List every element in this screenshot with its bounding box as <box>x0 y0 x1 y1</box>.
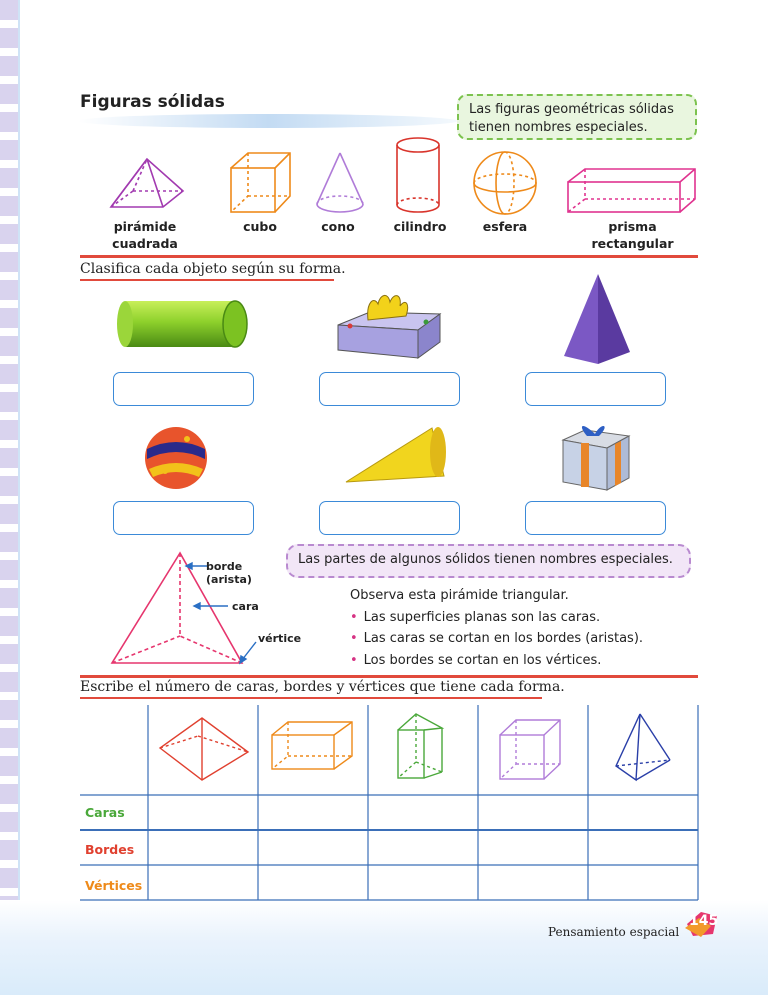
footer-section-name: Pensamiento espacial <box>548 925 680 939</box>
square-pyramid-drawing <box>105 155 190 215</box>
parts-note: Las partes de algunos sólidos tienen nombres especiales. <box>286 544 691 578</box>
shape-label-line: cubo <box>243 219 277 234</box>
instruction-underline <box>80 697 542 699</box>
row-label-caras: Caras <box>85 805 125 820</box>
label-vertice: vértice <box>258 632 302 645</box>
shape-label-line: cuadrada <box>112 236 178 251</box>
label-arista-text: (arista) <box>206 573 252 586</box>
pyramid-info-bullet: • Las superficies planas son las caras. <box>350 609 601 625</box>
shape-label-cone <box>300 218 376 235</box>
shape-label-line: cono <box>321 219 355 234</box>
divider-line <box>80 255 698 258</box>
pyramid-info-bullet: • Los bordes se cortan en los vértices. <box>350 652 602 668</box>
divider-line <box>80 675 698 678</box>
cone-drawing <box>314 150 366 216</box>
cube-drawing <box>228 150 294 216</box>
pyramid-info-bullet: • Las caras se cortan en los bordes (aristas). <box>350 631 644 646</box>
row-label-bordes: Bordes <box>85 842 135 857</box>
purple-pyramid-object-picture <box>560 272 635 364</box>
shape-label-rectangular-prism <box>575 218 690 252</box>
striped-ball-object-picture <box>143 425 209 491</box>
answer-box-1[interactable] <box>113 372 254 406</box>
sphere-drawing <box>470 148 540 218</box>
answer-box-4[interactable] <box>113 501 254 535</box>
shape-label-cube <box>220 218 300 235</box>
classify-instruction: Clasifica cada objeto según su forma. <box>80 261 346 277</box>
answer-box-5[interactable] <box>319 501 460 535</box>
shape-label-square-pyramid <box>95 218 195 252</box>
gift-box-object-picture <box>557 422 633 494</box>
shape-label-line: esfera <box>482 219 528 234</box>
instruction-underline <box>80 279 334 281</box>
title-underline-swoosh <box>78 114 458 128</box>
page-title: Figuras sólidas <box>80 92 225 112</box>
shape-label-line: rectangular <box>591 236 674 251</box>
rectangular-prism-drawing <box>565 166 698 216</box>
left-margin-strip <box>0 0 18 995</box>
bullet-text: Las caras se cortan en los bordes (aristas). <box>363 631 644 646</box>
label-borde <box>206 560 252 586</box>
intro-note: Las figuras geométricas sólidas tienen nombres especiales. <box>457 94 697 140</box>
shape-count-table <box>80 700 700 902</box>
answer-box-2[interactable] <box>319 372 460 406</box>
page-number: 145 <box>689 913 719 929</box>
left-margin-line <box>18 0 20 995</box>
shape-label-sphere <box>465 218 545 235</box>
shape-label-cylinder <box>378 218 462 235</box>
bullet-text: Los bordes se cortan en los vértices. <box>363 652 602 668</box>
bullet-text: Las superficies planas son las caras. <box>363 609 601 625</box>
shape-label-line: cilindro <box>393 219 447 234</box>
bottom-background <box>0 900 768 995</box>
pyramid-info <box>350 585 643 671</box>
tissue-box-object-picture <box>330 290 445 365</box>
shape-label-line: prisma <box>608 219 657 234</box>
yellow-cone-object-picture <box>340 420 448 488</box>
green-cylinder-object-picture <box>115 295 255 355</box>
shape-label-line: pirámide <box>113 219 177 234</box>
answer-box-6[interactable] <box>525 501 666 535</box>
table-instruction: Escribe el número de caras, bordes y vértices que tiene cada forma. <box>80 679 565 695</box>
label-borde-text: borde <box>206 560 243 573</box>
answer-box-3[interactable] <box>525 372 666 406</box>
row-label-vertices: Vértices <box>85 878 143 893</box>
label-cara: cara <box>232 600 259 613</box>
pyramid-info-intro: Observa esta pirámide triangular. <box>350 588 569 603</box>
cylinder-drawing <box>393 135 443 217</box>
